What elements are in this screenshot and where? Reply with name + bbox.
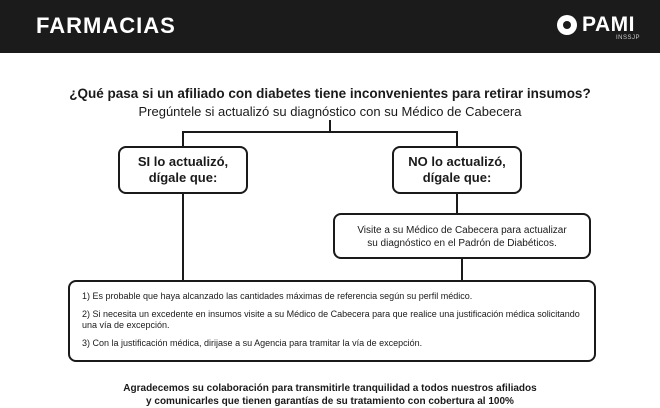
branch-yes-line2: dígale que: [148, 170, 218, 185]
branch-yes-box [118, 146, 248, 194]
header-title: FARMACIAS [36, 13, 176, 38]
footer-line2: y comunicarles que tienen garantías de su tratamiento con cobertura al 100% [146, 396, 514, 407]
connector-split [183, 132, 457, 146]
main-question: ¿Qué pasa si un afiliado con diabetes tiene inconvenientes para retirar insumos? [69, 86, 591, 101]
branch-no-box [392, 146, 522, 194]
visit-doctor-box [333, 213, 591, 259]
footer-note [0, 382, 660, 408]
pami-logo-text: PAMI [582, 13, 635, 36]
branch-yes-line1: SI lo actualizó, [137, 154, 229, 169]
list-item-2: 2) Si necesita un excedente en insumos visite a su Médico de Cabecera para que realice una justificación médica solicitando una vía de excepción. [82, 308, 580, 330]
list-item-3: 3) Con la justificación médica, dirijase a su Agencia para tramitar la vía de excepción. [82, 337, 423, 348]
instructions-box [68, 280, 596, 362]
branch-no-line1: NO lo actualizó, [408, 154, 506, 169]
pami-logo-subtext: INSSJP [616, 35, 641, 41]
subtitle: Pregúntele si actualizó su diagnóstico con su Médico de Cabecera [138, 104, 522, 119]
branch-no-line2: dígale que: [422, 170, 492, 185]
footer-line1: Agradecemos su colaboración para transmitirle tranquilidad a todos nuestros afiliados [123, 383, 537, 394]
list-item-1: 1) Es probable que haya alcanzado las cantidades máximas de referencia según su perfil médico. [82, 291, 473, 301]
visit-line2: su diagnóstico en el Padrón de Diabéticos. [367, 238, 557, 249]
visit-line1: Visite a su Médico de Cabecera para actualizar [357, 225, 567, 236]
